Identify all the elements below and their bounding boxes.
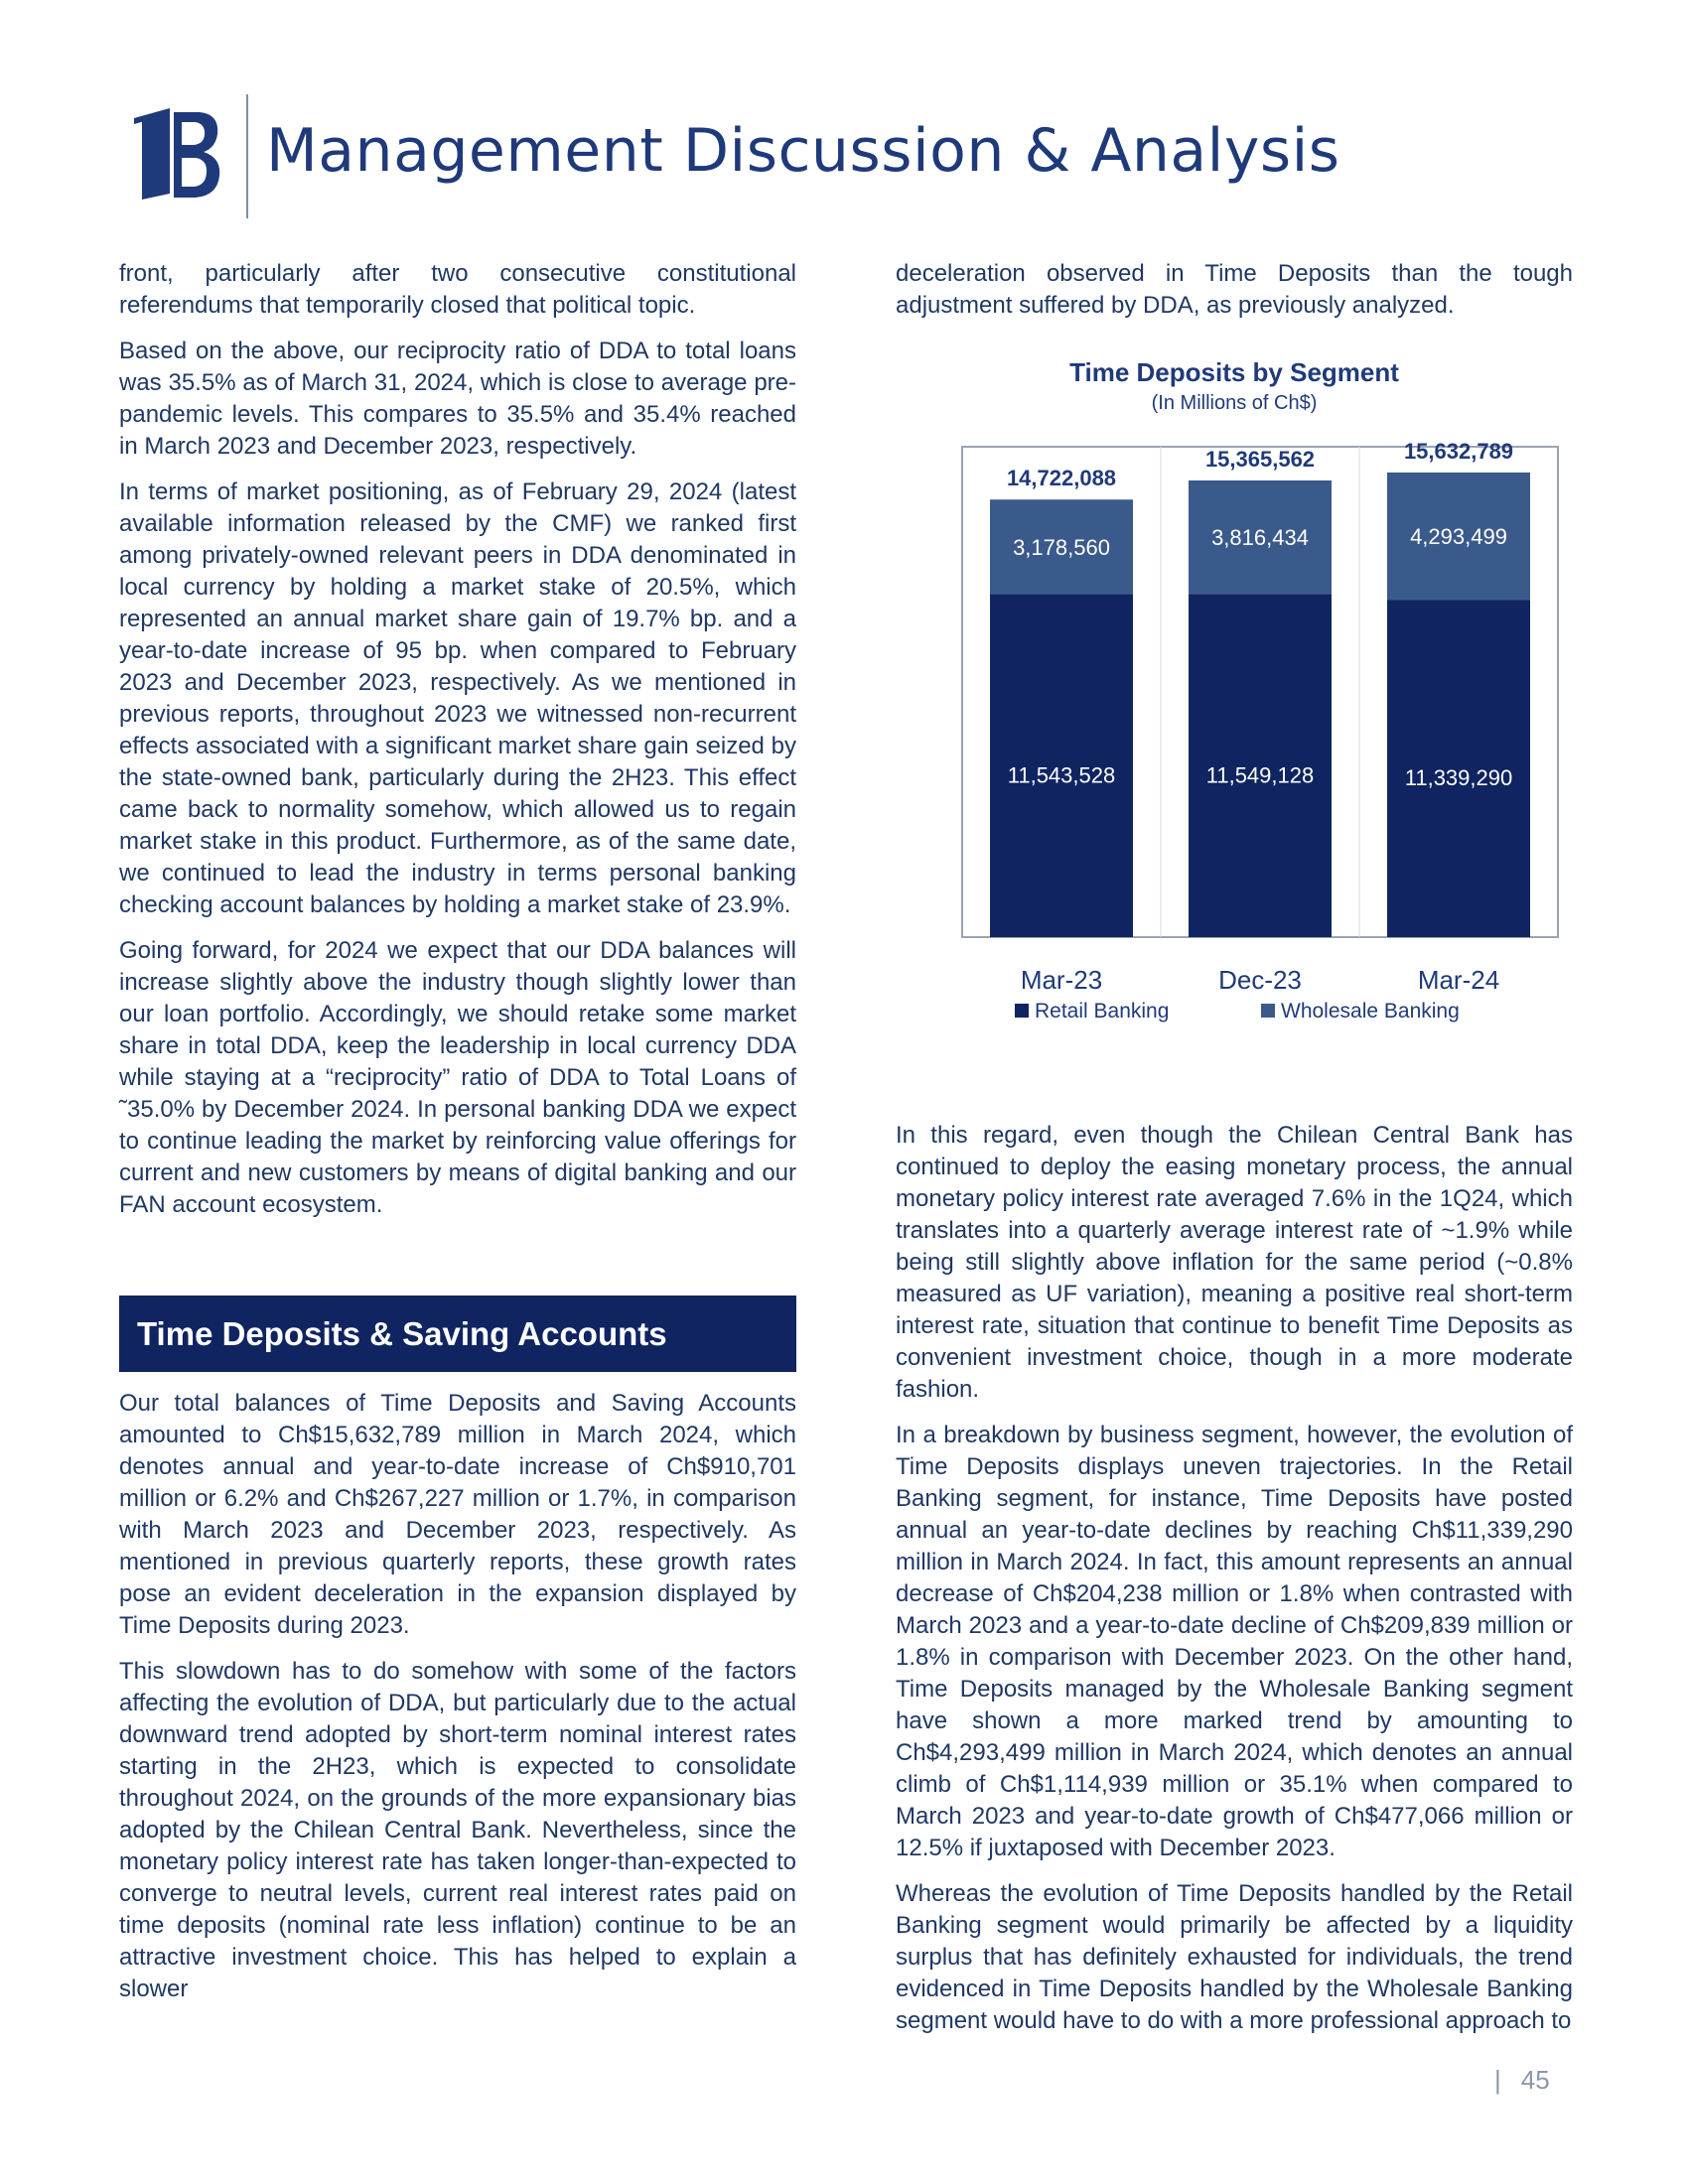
total-label: 14,722,088 bbox=[1006, 466, 1117, 491]
right-column-bottom bbox=[896, 1120, 1573, 2051]
paragraph: This slowdown has to do somehow with some of the factors affecting the evolution of DDA, but particularly due to the actual downward trend adopted by short-term nominal interest rates starting in the 2H23, which is expected to consolidate throughout 2024, on the grounds of the more expansionary bias adopted by the Chilean Central Bank. Nevertheless, since the monetary policy interest rate has taken longer-than-expected to converge to neutral levels, current real interest rates paid on time deposits (nominal rate less inflation) continue to be an attractive investment choice. This has helped to explain a slower bbox=[119, 1658, 796, 2002]
paragraph: Whereas the evolution of Time Deposits handled by the Retail Banking segment would primarily be affected by a liquidity surplus that has definitely exhausted for individuals, the trend evidenced in Time Deposits handled by the Wholesale Banking segment would have to do with a more professional approach to bbox=[896, 1880, 1573, 2034]
paragraph: Going forward, for 2024 we expect that our DDA balances will increase slightly above the industry though slightly lower than our loan portfolio. Accordingly, we should retake some market share in total DDA, keep the leadership in local currency DDA while staying at a “reciprocity” ratio of DDA to Total Loans of ˜35.0% by December 2024. In personal banking DDA we expect to continue leading the market by reinforcing value offerings for current and new customers by means of digital banking and our FAN account ecosystem. bbox=[119, 937, 796, 1218]
legend-swatch bbox=[1015, 1004, 1029, 1018]
left-column-section bbox=[119, 1388, 796, 2019]
legend-swatch bbox=[1261, 1004, 1275, 1018]
paragraph: deceleration observed in Time Deposits than the tough adjustment suffered by DDA, as previously analyzed. bbox=[896, 260, 1573, 319]
category-label: Mar-24 bbox=[1417, 965, 1500, 995]
section-heading: Time Deposits & Saving Accounts bbox=[119, 1296, 796, 1372]
chart-plot bbox=[896, 347, 1573, 1062]
page-title: Management Discussion & Analysis bbox=[266, 116, 1340, 186]
data-label: 11,549,128 bbox=[1205, 762, 1315, 788]
total-label: 15,632,789 bbox=[1403, 438, 1514, 464]
data-label: 3,178,560 bbox=[1013, 534, 1110, 560]
legend-label: Retail Banking bbox=[1035, 1000, 1170, 1023]
paragraph: In terms of market positioning, as of February 29, 2024 (latest available information released by the CMF) we ranked first among privately-owned relevant peers in DDA denominated in local currency by holding a market stake of 20.5%, which represented an annual market share gain of 19.7% bp. and a year-to-date increase of 95 bp. when compared to February 2023 and December 2023, respectively. As we mentioned in previous reports, throughout 2023 we witnessed non-recurrent effects associated with a significant market share gain seized by the state-owned bank, particularly during the 2H23. This effect came back to normality somehow, which allowed us to regain market stake in this product. Furthermore, as of the same date, we continued to lead the industry in terms personal banking checking account balances by holding a market stake of 23.9%. bbox=[119, 478, 796, 918]
paragraph: In this regard, even though the Chilean Central Bank has continued to deploy the easing monetary process, the annual monetary policy interest rate averaged 7.6% in the 1Q24, which translates into a quarterly average interest rate of ~1.9% while being still slightly above inflation for the same period (~0.8% measured as UF variation), meaning a positive real short-term interest rate, situation that continue to benefit Time Deposits as convenient investment choice, though in a more moderate fashion. bbox=[896, 1122, 1573, 1403]
page-number-value: 45 bbox=[1520, 2065, 1550, 2095]
chart-title: Time Deposits by Segment bbox=[1069, 357, 1399, 387]
data-label: 3,816,434 bbox=[1211, 525, 1309, 551]
category-label: Mar-23 bbox=[1020, 965, 1103, 995]
header-divider bbox=[246, 94, 248, 218]
bank-logo-icon bbox=[134, 104, 223, 204]
category-label: Dec-23 bbox=[1218, 965, 1302, 995]
data-label: 11,543,528 bbox=[1007, 762, 1116, 788]
paragraph: Based on the above, our reciprocity ratio of DDA to total loans was 35.5% as of March 31, 2024, which is close to average pre-pandemic levels. This compares to 35.5% and 35.4% reached in March 2023 and December 2023, respectively. bbox=[119, 338, 796, 460]
total-label: 15,365,562 bbox=[1204, 446, 1316, 472]
right-column-top bbox=[896, 258, 1573, 336]
chart-subtitle: (In Millions of Ch$) bbox=[1151, 392, 1318, 414]
time-deposits-chart bbox=[896, 347, 1573, 1062]
paragraph: front, particularly after two consecutive constitutional referendums that temporarily closed that political topic. bbox=[119, 260, 796, 319]
legend-label: Wholesale Banking bbox=[1281, 1000, 1460, 1023]
data-label: 4,293,499 bbox=[1410, 524, 1507, 550]
data-label: 11,339,290 bbox=[1404, 765, 1513, 791]
left-column bbox=[119, 258, 796, 1235]
paragraph: In a breakdown by business segment, however, the evolution of Time Deposits displays uneven trajectories. In the Retail Banking segment, for instance, Time Deposits have posted annual an year-to-date declines by reaching Ch$11,339,290 million in March 2024. In fact, this amount represents an annual decrease of Ch$204,238 million or 1.8% when contrasted with March 2023 and a year-to-date decline of Ch$209,839 million or 1.8% in comparison with December 2023. On the other hand, Time Deposits managed by the Wholesale Banking segment have shown a more marked trend by amounting to Ch$4,293,499 million in March 2024, which denotes an annual climb of Ch$1,114,939 million or 35.1% when compared to March 2023 and year-to-date growth of Ch$477,066 million or 12.5% if juxtaposed with December 2023. bbox=[896, 1422, 1573, 1861]
page-separator: | bbox=[1494, 2065, 1501, 2095]
page-number bbox=[1494, 2065, 1550, 2096]
paragraph: Our total balances of Time Deposits and Saving Accounts amounted to Ch$15,632,789 million in March 2024, which denotes annual and year-to-date increase of Ch$910,701 million or 6.2% and Ch$267,227 million or 1.7%, in comparison with March 2023 and December 2023, respectively. As mentioned in previous quarterly reports, these growth rates pose an evident deceleration in the expansion displayed by Time Deposits during 2023. bbox=[119, 1390, 796, 1639]
